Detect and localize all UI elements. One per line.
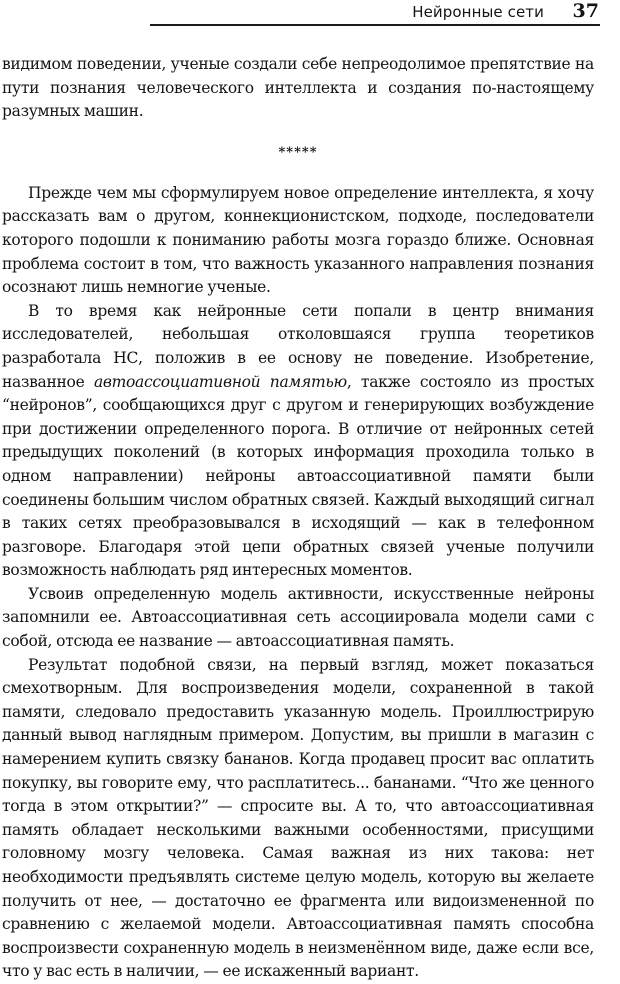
paragraph-bananas-example: Результат подобной связи, на первый взгляд, может показаться смехотворным. Для воспроизведения модели, сохраненной в такой памяти, следовало предоставить указанную модель. Проиллюстрирую данный вывод наглядным примером. Допустим, вы пришли в магазин с намерением купить связку бананов. Когда продавец просит вас оплатить покупку, вы говорите ему, что расплатитесь... бананами. “Что же ценного тогда в этом открытии?” — спросите вы. А то, что автоассоциативная память обладает несколькими важными особенностями, присущими головному мозгу человека. Самая важная из них такова: нет необходимости предъявлять системе целую модель, которую вы желаете получить от нее, — достаточно ее фрагмента или видоизмененной по сравнению с желаемой модели. Автоассоциативная память способна воспроизвести сохраненную модель в неизменённом виде, даже если все, что у вас есть в наличии, — ее искаженный вариант. bbox=[2, 655, 594, 981]
paragraph-autoassociative-memory bbox=[2, 300, 594, 583]
paragraph-text: В то время как нейронные сети попали в центр внимания исследователей, небольшая отколовшаяся группа теоретиков разработала НС, положив в ее основу не поведение. Изобретение, названное bbox=[2, 301, 594, 391]
page-number: 37 bbox=[572, 0, 599, 22]
paragraph-model-memorization: Усвоив определенную модель активности, искусственные нейроны запомнили ее. Автоассоциативная сеть ассоциировала модели сами с собой, отсюда ее название — автоассоциативная память. bbox=[2, 584, 594, 651]
page-body bbox=[2, 53, 594, 984]
page-header bbox=[0, 0, 600, 26]
paragraph-text: , также состояло из простых “нейронов”, сообщающихся друг с другом и генерирующих возбуждение при достижении определенного порога. В отличие от нейронных сетей предыдущих поколений (в которых информация проходила только в одном направлении) нейроны автоассоциативной памяти были соединены большим числом обратных связей. Каждый выходящий сигнал в таких сетях преобразовывался в исходящий — как в телефонном разговоре. Благодаря этой цепи обратных связей ученые получили возможность наблюдать ряд интересных моментов. bbox=[2, 372, 594, 580]
running-title: Нейронные сети bbox=[412, 3, 544, 21]
paragraph-connectionist-intro: Прежде чем мы сформулируем новое определение интеллекта, я хочу рассказать вам о другом, коннекционистском, подходе, последователи которого подошли к пониманию работы мозга гораздо ближе. Основная проблема состоит в том, что важность указанного направления познания осознают лишь немногие ученые. bbox=[2, 183, 594, 297]
header-rule bbox=[150, 24, 600, 26]
paragraph-continuation: видимом поведении, ученые создали себе непреодолимое препятствие на пути познания человеческого интеллекта и создания по-настоящему разумных машин. bbox=[2, 55, 594, 121]
section-separator: ***** bbox=[278, 144, 318, 160]
term-autoassociative-memory: автоассоциативной памятью bbox=[93, 372, 347, 391]
